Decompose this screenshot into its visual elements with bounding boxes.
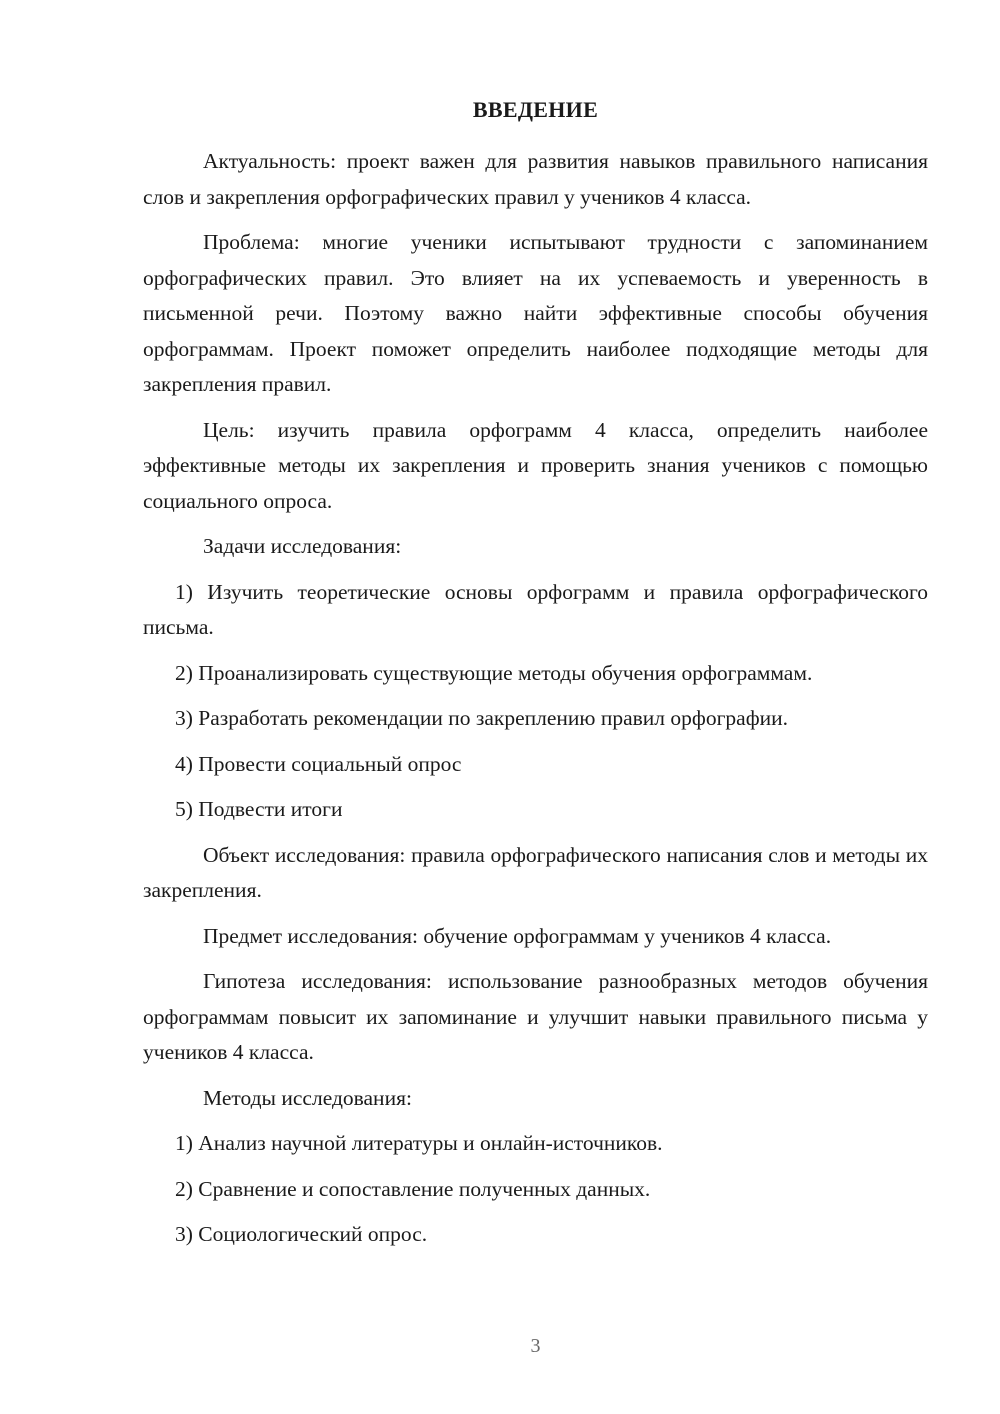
document-page — [143, 0, 928, 1414]
tasks-heading: Задачи исследования: — [203, 534, 402, 558]
methods-heading: Методы исследования: — [203, 1085, 412, 1110]
task-item-2: 2) Проанализировать существующие методы обучения орфограммам. — [175, 660, 813, 685]
paragraph-subject: Предмет исследования: обучение орфограммам у учеников 4 класса. — [203, 923, 832, 948]
method-item-2: 2) Сравнение и сопоставление полученных данных. — [175, 1176, 651, 1201]
section-title: ВВЕДЕНИЕ — [472, 97, 599, 122]
paragraph-hypothesis: Гипотеза исследования: использование разнообразных методов обучения орфограммам повысит их запоминание и улучшит навыки правильного письма у учеников 4 класса. — [143, 969, 928, 1064]
document-body — [143, 144, 928, 1263]
page-number: 3 — [530, 1335, 541, 1357]
method-item-3: 3) Социологический опрос. — [175, 1222, 428, 1246]
paragraph-goal: Цель: изучить правила орфограмм 4 класса, определить наиболее эффективные методы их закрепления и проверить знания учеников с помощью социального опроса. — [143, 417, 928, 513]
paragraph-problem: Проблема: многие ученики испытывают трудности с запоминанием орфографических правил. Это влияет на их успеваемость и уверенность в письменной речи. Поэтому важно найти эффективные способы обучения орфограммам. Проект поможет определить наиболее подходящие методы для закрепления правил. — [143, 230, 928, 396]
task-item-5: 5) Подвести итоги — [175, 797, 343, 821]
paragraph-object: Объект исследования: правила орфографического написания слов и методы их закрепления. — [143, 842, 928, 902]
task-item-1: 1) Изучить теоретические основы орфограмм и правила орфографического письма. — [143, 579, 928, 639]
method-item-1: 1) Анализ научной литературы и онлайн-источников. — [175, 1131, 663, 1155]
task-item-4: 4) Провести социальный опрос — [175, 751, 462, 776]
paragraph-relevance: Актуальность: проект важен для развития навыков правильного написания слов и закрепления орфографических правил у учеников 4 класса. — [143, 149, 928, 209]
task-item-3: 3) Разработать рекомендации по закреплению правил орфографии. — [175, 706, 789, 730]
